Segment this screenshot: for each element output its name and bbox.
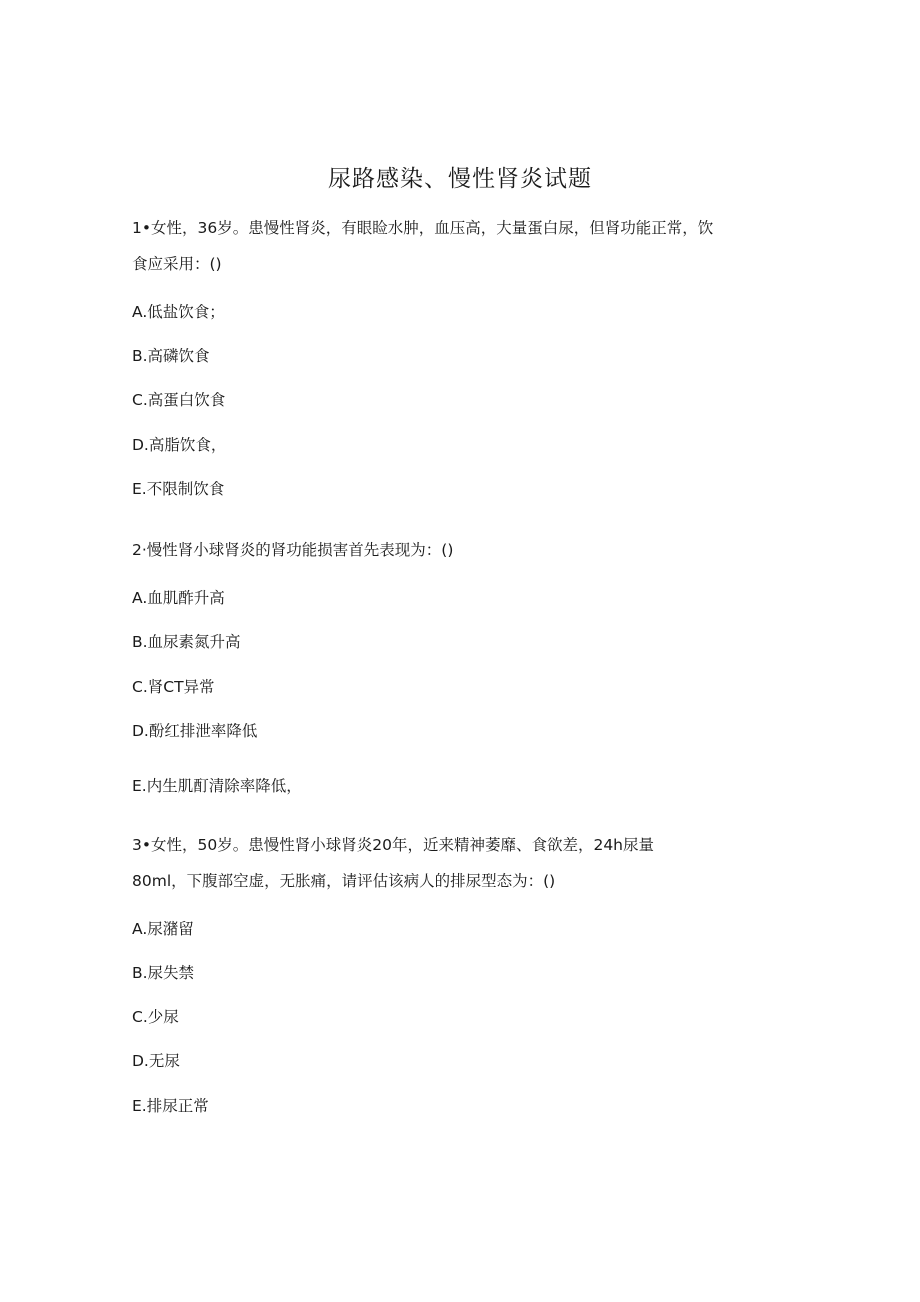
question-2-option-b: B.血尿素氮升高 [132,633,241,651]
question-2-option-a: A.血肌酢升高 [132,589,225,607]
question-2-option-e: E.内生肌酊清除率降低， [132,777,302,795]
question-1-stem-line-2: 食应采用：() [132,255,222,273]
question-1-option-d: D.高脂饮食， [132,436,227,454]
question-1-stem-line-1: 1•女性，36岁。患慢性肾炎，有眼睑水肿，血压高，大量蛋白尿，但肾功能正常，饮 [132,219,714,237]
question-3-stem-line-2: 80ml，下腹部空虚，无胀痛，请评估该病人的排尿型态为：() [132,872,556,890]
document-title: 尿路感染、慢性肾炎试题 [328,166,592,192]
question-2-option-c: C.肾CT异常 [132,678,215,696]
question-1-option-a: A.低盐饮食； [132,303,225,321]
question-2-option-d: D.酚红排泄率降低 [132,722,258,740]
question-1-option-b: B.高磷饮食 [132,347,210,365]
question-1-option-e: E.不限制饮食 [132,480,225,498]
question-3-option-e: E.排尿正常 [132,1097,209,1115]
question-3-option-a: A.尿潴留 [132,920,194,938]
question-3-option-c: C.少尿 [132,1008,179,1026]
question-2-stem-line-1: 2·慢性肾小球肾炎的肾功能损害首先表现为：() [132,541,454,559]
question-1-option-c: C.高蛋白饮食 [132,391,226,409]
question-3-option-d: D.无尿 [132,1052,180,1070]
question-3-stem-line-1: 3•女性，50岁。患慢性肾小球肾炎20年，近来精神萎靡、食欲差，24h尿量 [132,836,654,854]
question-3-option-b: B.尿失禁 [132,964,195,982]
